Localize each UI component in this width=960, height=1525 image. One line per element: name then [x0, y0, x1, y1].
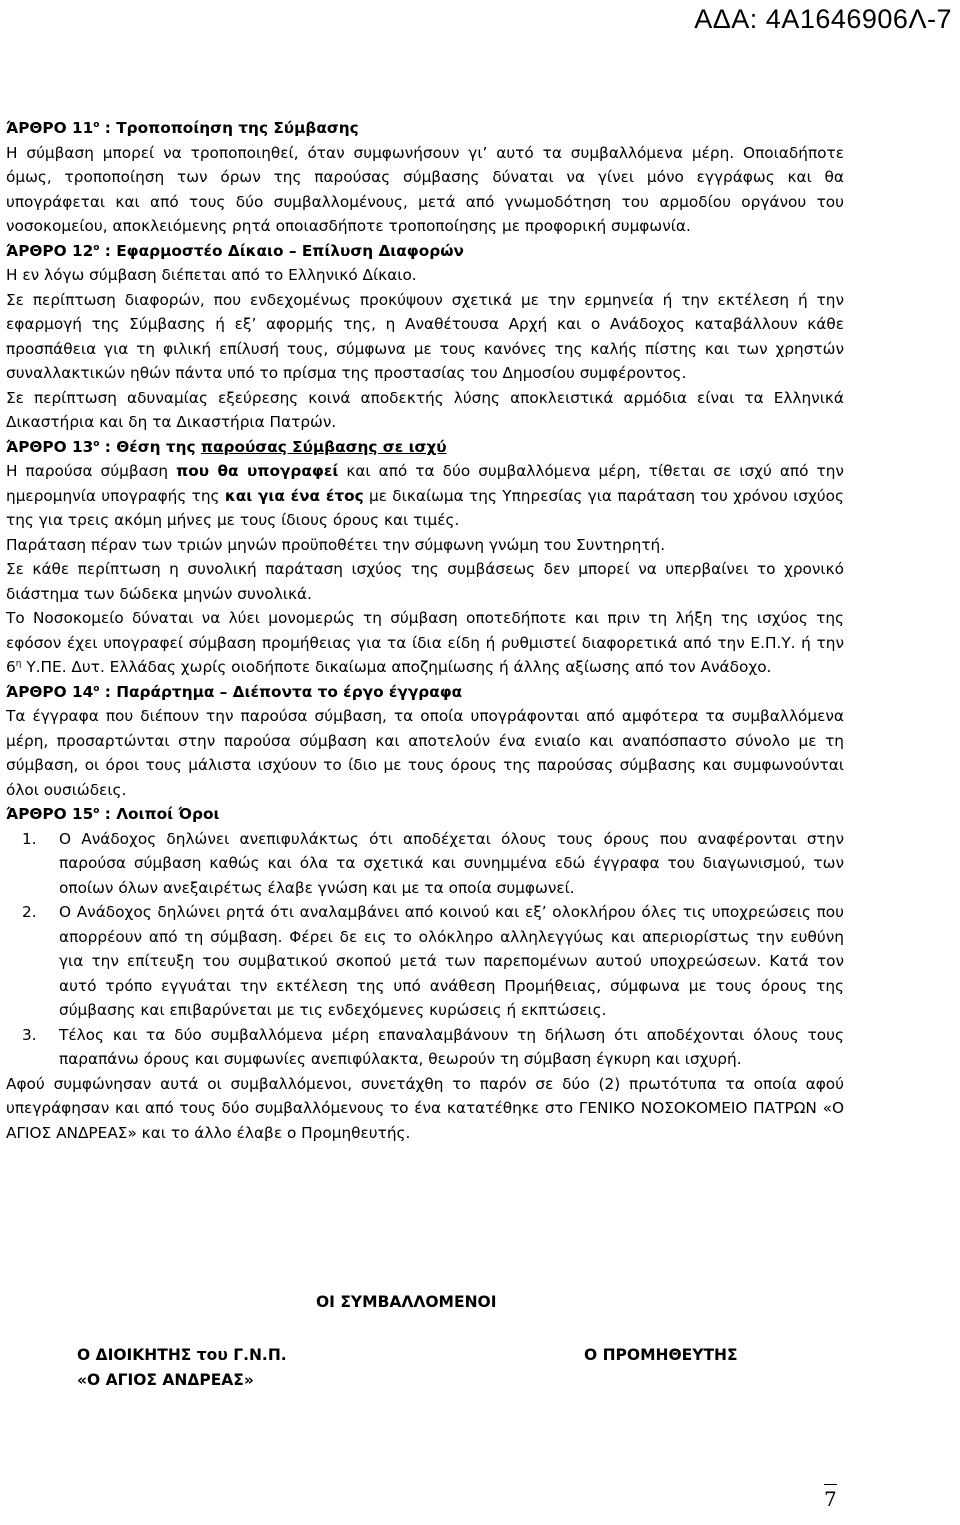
article-14-heading: ΆΡΘΡΟ $14^o$ : Παράρτημα – Διέποντα το έργο έγγραφα [6, 682, 463, 701]
article-12-paragraph-2: Σε περίπτωση διαφορών, που ενδεχομένως προκύψουν σχετικά με την ερμηνεία ή την εκτέλεση ή την εφαρμογή της Σύμβασης ή εξ’ αφορμής της, η Αναθέτουσα Αρχή και ο Ανάδοχος καταβάλλουν κάθε προσπάθεια για τη φιλική επίλυσή τους, σύμφωνα με τους κανόνες της καλής πίστης και των χρηστών συναλλακτικών ηθών πάντα υπό το πρίσμα της προστασίας του Δημοσίου συμφέροντος. [6, 290, 844, 382]
signature-right: Ο ΠΡΟΜΗΘΕΥΤΗΣ [584, 1346, 738, 1364]
article-11-text: Η σύμβαση μπορεί να τροποποιηθεί, όταν συμφωνήσουν γι’ αυτό τα συμβαλλόμενα μέρη. Οποιαδήποτε όμως, τροποποίηση των όρων της παρούσας σύμβασης δύναται να γίνει μόνο εγγράφως και θα υπογράφεται και από τους δύο συμβαλλομένους, μετά από γνωμοδότηση του αρμοδίου οργάνου του νοσοκομείου, αποκλειόμενης ρητά οποιασδήποτε τροποποίησης με προφορική συμφωνία. [6, 143, 844, 235]
article-14-text: Τα έγγραφα που διέπουν την παρούσα σύμβαση, τα οποία υπογράφονται από αμφότερα τα συμβαλλόμενα μέρη, προσαρτώνται στην παρούσα σύμβαση και αποτελούν ένα ενιαίο και αναπόσπαστο σύνολο με τη σύμβαση, οι όροι τους μάλιστα ισχύουν το ίδιο με τους όρους της παρούσας σύμβασης και συμφωνούνται όλοι ουσιώδεις. [6, 707, 844, 799]
article-11-heading: ΆΡΘΡΟ $11^o$ : Τροποποίηση της Σύμβασης [6, 119, 359, 137]
article-12-paragraph-3: Σε περίπτωση αδυναμίας εξεύρεσης κοινά αποδεκτής λύσης αποκλειστικά αρμόδια είναι τα Ελληνικά Δικαστήρια και δη τα Δικαστήρια Πατρών. [6, 388, 844, 431]
list-item: 1. Ο Ανάδοχος δηλώνει ανεπιφυλάκτως ότι αποδέχεται όλους τους όρους που αναφέρονται στην παρούσα σύμβαση καθώς και όλα τα σχετικά και συνημμένα εδώ έγγραφα του διαγωνισμού, των οποίων όλων ανεξαιρέτως έλαβε γνώση και με τα οποία συμφωνεί. [22, 829, 844, 897]
page-number-rule [824, 1484, 837, 1485]
article-13-paragraph-4: Το Νοσοκομείο δύναται να λύει μονομερώς τη σύμβαση οποτεδήποτε και πριν τη λήξη της ισχύος της εφόσον έχει υπογραφεί σύμβαση προμήθειας για τα ίδια είδη ή ρυθμιστεί διαφορετικά από την Ε.Π.Υ. ή την $6^\eta$ Υ.ΠΕ. Δυτ. Ελλάδας χωρίς οιοδήποτε δικαίωμα αποζημίωσης ή άλλης αξίωσης από τον Ανάδοχο. [6, 609, 844, 676]
article-12-heading: ΆΡΘΡΟ $12^o$ : Εφαρμοστέο Δίκαιο – Επίλυση Διαφορών [6, 241, 464, 260]
signature-left-line-2: «Ο ΑΓΙΟΣ ΑΝΔΡΕΑΣ» [77, 1371, 254, 1389]
article-15-heading: ΆΡΘΡΟ $15^o$ : Λοιποί Όροι [6, 805, 220, 823]
article-13-paragraph-1: Η παρούσα σύμβαση που θα υπογραφεί και από τα δύο συμβαλλόμενα μέρη, τίθεται σε ισχύ από την ημερομηνία υπογραφής της και για ένα έτος με δικαίωμα της Υπηρεσίας για παράταση του χρόνου ισχύος της για τρεις ακόμη μήνες με τους ίδιους όρους και τιμές. [6, 462, 844, 529]
ada-code: ΑΔΑ: 4Α1646906Λ-7 [694, 4, 952, 34]
signatures-title: ΟΙ ΣΥΜΒΑΛΛΟΜΕΝΟΙ [316, 1293, 497, 1311]
article-15-list [6, 827, 844, 1072]
article-13-paragraph-2: Παράταση πέραν των τριών μηνών προϋποθέτει την σύμφωνη γνώμη του Συντηρητή. [6, 535, 666, 554]
page-number: 7 [824, 1487, 837, 1511]
article-13-paragraph-3: Σε κάθε περίπτωση η συνολική παράταση ισχύος της συμβάσεως δεν μπορεί να υπερβαίνει το χρονικό διάστημα των δώδεκα μηνών συνολικά. [6, 560, 844, 603]
article-13-heading: ΆΡΘΡΟ $13^o$ : Θέση της παρούσας Σύμβασης σε ισχύ [6, 437, 447, 456]
signature-left-line-1: Ο ΔΙΟΙΚΗΤΗΣ του Γ.Ν.Π. [77, 1346, 287, 1364]
list-item: 2. Ο Ανάδοχος δηλώνει ρητά ότι αναλαμβάνει από κοινού και εξ’ ολοκλήρου όλες τις υποχρεώσεις που απορρέουν από τη σύμβαση. Φέρει δε εις το ολόκληρο αλληλεγγύως και απεριορίστως την ευθύνη για την επίτευξη του συμβατικού σκοπού μετά των παρεπομένων αυτού υποχρεώσεων. Κατά τον αυτό τρόπο εγγυάται την εκτέλεση της υπό ανάθεση Προμήθειας, σύμφωνα με τους όρους της σύμβασης και επιβαρύνεται με τις ενδεχόμενες κυρώσεις ή εκπτώσεις. [22, 903, 844, 1019]
closing-paragraph: Αφού συμφώνησαν αυτά οι συμβαλλόμενοι, συνετάχθη το παρόν σε δύο (2) πρωτότυπα τα οποία αφού υπεγράφησαν και από τους δύο συμβαλλόμενους το ένα κατατέθηκε στο ΓΕΝΙΚΟ ΝΟΣΟΚΟΜΕΙΟ ΠΑΤΡΩΝ «Ο ΑΓΙΟΣ ΑΝΔΡΕΑΣ» και το άλλο έλαβε ο Προμηθευτής. [6, 1074, 844, 1142]
list-item: 3. Τέλος και τα δύο συμβαλλόμενα μέρη επαναλαμβάνουν τη δήλωση ότι αποδέχονται όλους τους παραπάνω όρους και συμφωνίες ανεπιφύλακτα, θεωρούν τη σύμβαση έγκυρη και ισχυρή. [22, 1025, 844, 1068]
article-12-paragraph-1: Η εν λόγω σύμβαση διέπεται από το Ελληνικό Δίκαιο. [6, 266, 417, 284]
document-body [6, 116, 844, 1145]
